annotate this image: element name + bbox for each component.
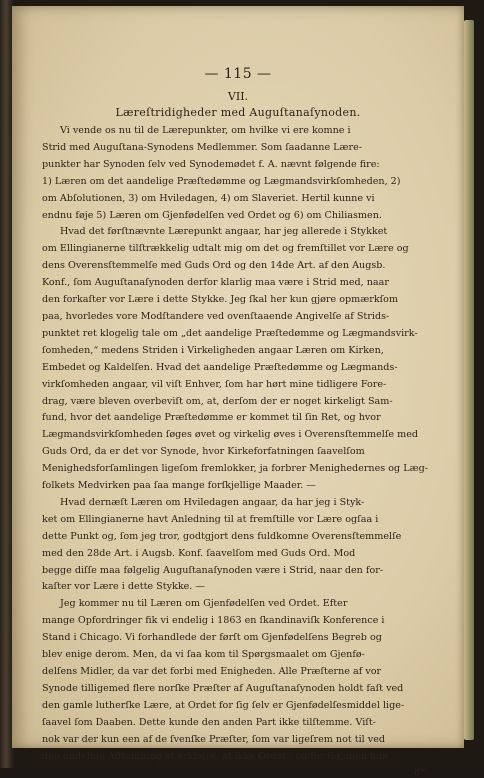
page-number: — 115 — xyxy=(204,66,272,82)
text-line: dette Punkt og, ſom jeg tror, godtgjort dens fuldkomne Overensſtemmelſe xyxy=(42,530,402,542)
body-text xyxy=(42,123,442,765)
text-line: med den 28de Art. i Augsb. Konf. ſaavelſom med Guds Ord. Mod xyxy=(42,547,356,559)
text-line: endnu føje 5) Læren om Gjenfødelſen ved Ordet og 6) om Chiliasmen. xyxy=(42,209,382,221)
text-line: virkſomheden angaar, vil viſt Enhver, ſom har hørt mine tidligere Fore- xyxy=(42,378,387,390)
text-line: Embedet og Kaldelſen. Hvad det aandelige Præſtedømme og Lægmands- xyxy=(42,361,398,373)
text-line: folkets Medvirken paa ſaa mange forſkjellige Maader. — xyxy=(42,480,316,492)
text-line: den gamle lutherſke Lære, at Ordet for ſig ſelv er Gjenfødelſesmiddel lige- xyxy=(42,699,405,711)
text-line: punkter har Synoden ſelv ved Synodemødet f. A. nævnt følgende fire: xyxy=(42,158,380,170)
text-line: Guds Ord, da er det vor Synode, hvor Kirkeforfatningen ſaavelſom xyxy=(42,446,365,458)
text-line: nok var der kun een af de ſvenſke Præſter, ſom var ligeſrem not til ved xyxy=(42,733,386,745)
text-line: kaſter vor Lære i dette Stykke. — xyxy=(42,581,206,593)
text-line: ſomheden,“ medens Striden i Virkeligheden angaar Læren om Kirken, xyxy=(42,344,384,356)
text-line: Synode tilligemed flere norſke Præſter af Auguſtanaſynoden holdt faſt ved xyxy=(42,682,404,694)
section-title: Læreſtridigheder med Auguſtanaſynoden. xyxy=(115,106,361,119)
text-line: Stand i Chicago. Vi forhandlede der førſt om Gjenfødelſens Begreb og xyxy=(42,632,382,644)
page-edge xyxy=(464,20,474,740)
text-line: ſaavel ſom Daaben. Dette kunde den anden Part ikke tilſtemme. Viſt- xyxy=(42,716,376,728)
text-line: Vi vende os nu til de Lærepunkter, om hvilke vi ere komne i xyxy=(60,125,351,136)
text-line: paa, hvorledes vore Modſtandere ved ovenſtaaende Angivelſe af Strids- xyxy=(42,310,390,322)
text-line: Menighedsforſamlingen ligeſom fremlokker, ja forbrer Menighedernes og Læg- xyxy=(42,463,428,475)
text-line: drag, være bleven overbeviſt om, at, derſom der er noget kirkeligt Sam- xyxy=(42,395,393,407)
text-line: punktet ret klogelig tale om „det aandelige Præſtedømme og Lægmandsvirk- xyxy=(42,327,418,339)
text-line: fund, hvor det aandelige Præſtedømme er kommet til ſin Ret, og hvor xyxy=(42,412,381,424)
text-line: blev enige derom. Men, da vi ſaa kom til Spørgsmaalet om Gjenfø- xyxy=(42,649,365,661)
text-line: den endelige Afſtemning at erklære, at ikke Ordet i og for ſig, men kun xyxy=(42,750,389,762)
text-line: Hvad det førſtnævnte Lærepunkt angaar, har jeg allerede i Stykket xyxy=(60,226,388,238)
text-line: mange Opfordringer fik vi endelig i 1863 en ſkandinaviſk Konference i xyxy=(42,615,385,627)
text-line: Jeg kommer nu til Læren om Gjenfødelſen ved Ordet. Efter xyxy=(60,598,348,610)
text-line: Konf., ſom Auguſtanaſynoden derfor klarlig maa være i Strid med, naar xyxy=(42,277,389,289)
text-line: Strid med Auguſtana-Synodens Medlemmer. Som ſaadanne Lære- xyxy=(42,141,363,153)
book-page xyxy=(12,6,464,778)
text-line: dens Overensſtemmelſe med Guds Ord og den 14de Art. af den Augsb. xyxy=(42,260,386,272)
signature-mark: 8* xyxy=(414,767,426,778)
chapter-number: VII. xyxy=(227,90,249,103)
text-line: ket om Ellingianerne havt Anledning til at fremſtille vor Lære ogſaa i xyxy=(42,513,379,525)
text-line: den forkaſter vor Lære i dette Stykke. Jeg ſkal her kun gjøre opmærkſom xyxy=(42,294,399,306)
text-line: om Abſolutionen, 3) om Hviledagen, 4) om Slaveriet. Hertil kunne vi xyxy=(42,192,375,204)
text-line: om Ellingianerne tilſtrækkelig udtalt mig om det og fremſtillet vor Lære og xyxy=(42,243,409,255)
text-line: Hvad dernæſt Læren om Hviledagen angaar, da har jeg i Styk- xyxy=(60,496,365,508)
text-line: begge diſſe maa følgelig Auguſtanaſynoden være i Strid, naar den for- xyxy=(42,564,384,576)
text-line: Lægmandsvirkſomheden ſøges øvet og virkelig øves i Overensſtemmelſe med xyxy=(42,429,419,441)
text-line: delſens Midler, da var det forbi med Enigheden. Alle Præſterne af vor xyxy=(42,666,382,677)
text-line: 1) Læren om det aandelige Præſtedømme og Lægmandsvirkſomheden, 2) xyxy=(42,175,401,187)
